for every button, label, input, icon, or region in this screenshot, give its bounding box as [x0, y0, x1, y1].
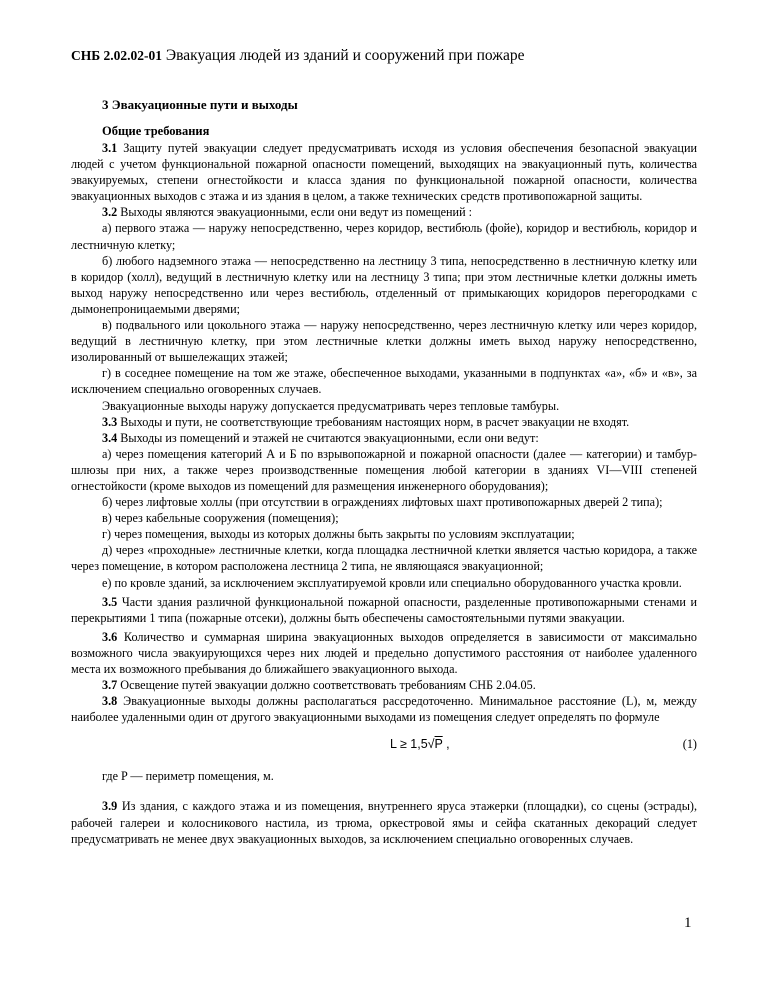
clause-text: Выходы являются эвакуационными, если они ведут из помещений : [117, 205, 473, 220]
paragraph-3-2 [71, 204, 697, 220]
paragraph-3-4 [71, 430, 697, 446]
formula-number: (1) [682, 737, 697, 752]
paragraph-3-9 [71, 798, 697, 846]
clause-number: 3.4 [102, 430, 118, 445]
paragraph-3-2-note: Эвакуационные выходы наружу допускается предусматривать через тепловые тамбуры. [102, 398, 560, 413]
formula [390, 736, 450, 752]
clause-number: 3.9 [102, 799, 118, 814]
sqrt-sign: √ [427, 737, 435, 752]
clause-number: 3.1 [102, 141, 118, 155]
clause-text: Защиту путей эвакуации следует предусматривать исходя из условия обеспечения безопасной эвакуации людей с учетом функциональной пожарной опасности помещений, выходящих на эвакуационный путь, количества эвакуируемых, степени огнестойкости и класса здания по функциональной пожарной опасности, количества эвакуационных выходов с этажа и из здания в целом, а также технических средств противопожарной защиты. [71, 141, 697, 204]
list-item-3-4-c: в) через кабельные сооружения (помещения); [102, 511, 339, 526]
list-item-3-4-b: б) через лифтовые холлы (при отсутствии в ограждениях лифтовых шахт противопожарных дверей 2 типа); [102, 495, 663, 510]
clause-text: Части здания различной функциональной пожарной опасности, разделенные противопожарными стенами и перекрытиями 1 типа (пожарные отсеки), должны быть обеспечены самостоятельными путями эвакуации. [71, 594, 697, 625]
list-item-3-4-d: г) через помещения, выходы из которых должны быть закрыты по условиям эксплуатации; [102, 527, 575, 542]
clause-number: 3.6 [102, 629, 118, 644]
list-item-3-4-f: е) по кровле зданий, за исключением эксплуатируемой кровли или специально оборудованного участка кровли. [102, 575, 682, 590]
standard-code: СНБ 2.02.02-01 [71, 48, 163, 63]
subsection-title: Общие требования [102, 124, 210, 138]
page-number: 1 [684, 915, 692, 931]
formula-lhs: L ≥ 1,5 [390, 737, 428, 752]
formula-radicand: P [434, 737, 443, 752]
document-body [71, 140, 697, 847]
paragraph-3-1 [71, 140, 697, 204]
clause-text: Выходы и пути, не соответствующие требованиям настоящих норм, в расчет эвакуации не входят. [117, 414, 630, 429]
paragraph-3-5 [71, 594, 697, 626]
list-item-3-4-a: а) через помещения категорий А и Б по взрывопожарной и пожарной опасности (далее — категории) и тамбур-шлюзы при них, а также через производственные помещения любой категории в зданиях VI—VIII степеней огнестойкости (кроме выходов из помещений для размещения инженерного оборудования); [71, 446, 697, 493]
formula-block [71, 732, 697, 762]
paragraph-3-6 [71, 629, 697, 677]
clause-text: Эвакуационные выходы должны располагаться рассредоточенно. Минимальное расстояние (L), м, между наиболее удаленными один от другого эвакуационными выходами из помещения следует определять по формуле [71, 694, 697, 725]
clause-text: Количество и суммарная ширина эвакуационных выходов определяется в зависимости от максимально возможного числа эвакуирующихся через них людей и предельно допустимого расстояния от наиболее удаленного места их возможного пребывания до ближайшего эвакуационного выхода. [71, 629, 697, 676]
list-item-3-2-b: б) любого надземного этажа — непосредственно на лестницу 3 типа, непосредственно в лестничную клетку или в коридор (холл), ведущий в лестничную клетку или на лестницу 3 типа; при этом лестничные клетки должны иметь выход наружу непосредственно или через вестибюль, отделенный от примыкающих коридоров перегородками с дымонепроницаемыми дверями; [71, 253, 697, 316]
list-item-3-2-c: в) подвального или цокольного этажа — наружу непосредственно, через лестничную клетку или через коридор, ведущий в лестничную клетку, при этом лестничные клетки должны иметь выход наружу непосредственно, изолированный от вышележащих этажей; [71, 318, 697, 365]
clause-number: 3.5 [102, 594, 118, 609]
paragraph-3-7 [71, 677, 697, 693]
section-title: 3 Эвакуационные пути и выходы [102, 97, 298, 112]
document-header [71, 47, 711, 65]
clause-text: Из здания, с каждого этажа и из помещения, внутреннего яруса этажерки (площадки), со сцены (эстрады), рабочей галереи и колосникового настила, из трюма, оркестровой ямы и сейфа скатанных декораций следует предусматривать не менее двух эвакуационных выходов, за исключением специально оговоренных случаев. [71, 799, 697, 846]
clause-number: 3.7 [102, 678, 118, 693]
list-item-3-2-d: г) в соседнее помещение на том же этаже, обеспеченное выходами, указанными в подпунктах «а», «б» и «в», за исключением специально оговоренных случаев. [71, 366, 697, 397]
list-item-3-4-e: д) через «проходные» лестничные клетки, когда площадка лестничной клетки является частью коридора, а также через помещение, в котором расположена лестница 2 типа, не являющаяся эвакуационной; [71, 543, 697, 574]
formula-explanation: где P — периметр помещения, м. [102, 769, 274, 784]
clause-number: 3.8 [102, 694, 118, 709]
clause-number: 3.2 [102, 205, 118, 220]
clause-text: Освещение путей эвакуации должно соответствовать требованиям СНБ 2.04.05. [117, 678, 536, 693]
document-title: Эвакуация людей из зданий и сооружений при пожаре [165, 47, 525, 64]
paragraph-3-3 [71, 414, 697, 430]
clause-text: Выходы из помещений и этажей не считаются эвакуационными, если они ведут: [117, 430, 539, 445]
list-item-3-2-a: а) первого этажа — наружу непосредственно, через коридор, вестибюль (фойе), коридор и вестибюль, коридор и лестничную клетку; [71, 221, 697, 252]
formula-tail: , [442, 737, 450, 752]
clause-number: 3.3 [102, 414, 118, 429]
paragraph-3-8 [71, 693, 697, 725]
